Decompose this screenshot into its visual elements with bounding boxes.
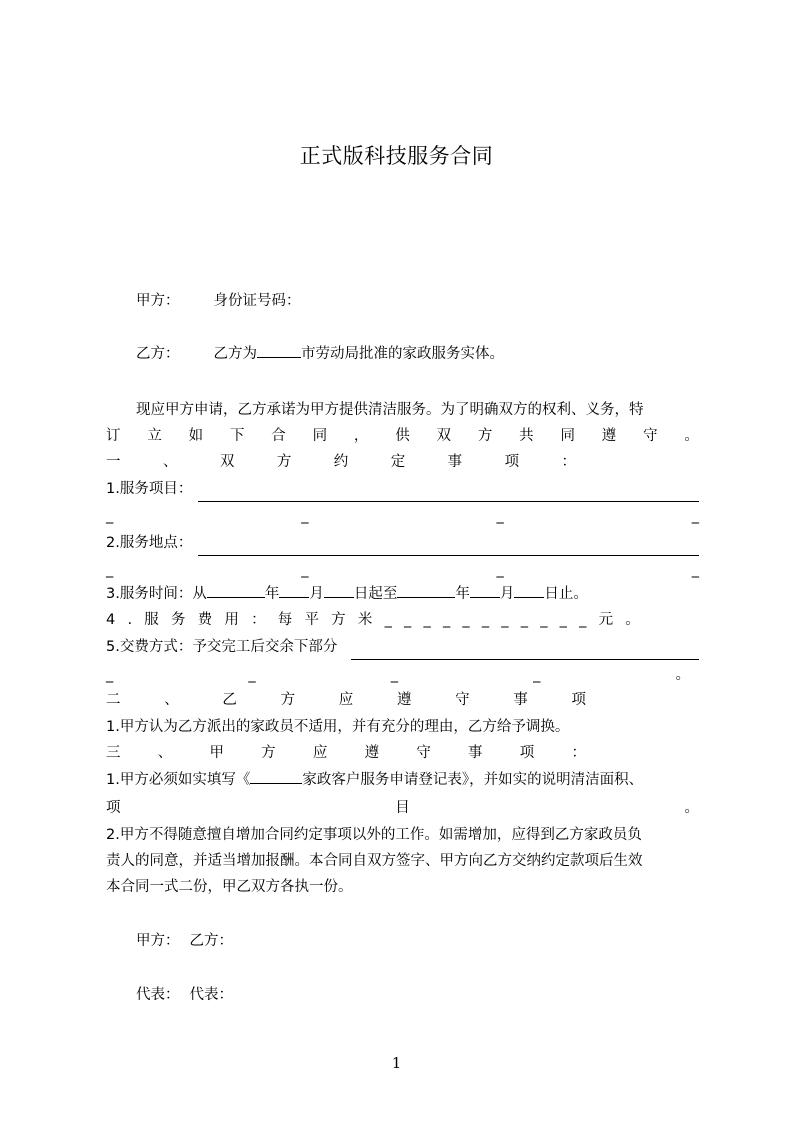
service-fee-char: _ <box>559 612 567 628</box>
signature-party-line <box>136 928 699 954</box>
section-3-heading-char: 、 <box>157 745 173 761</box>
party-a-id-label: 身份证号码： <box>213 293 301 309</box>
party-a-label: 甲方： <box>136 293 180 309</box>
payment-method-underline-char: _ <box>390 667 398 683</box>
end-day-label: 日止。 <box>544 586 588 602</box>
service-item-underline-char: _ <box>691 508 699 524</box>
service-fee-char: _ <box>520 612 528 628</box>
section-3-heading-char: 三 <box>106 745 121 761</box>
service-location-underline-char: _ <box>496 562 504 578</box>
end-month-blank[interactable] <box>470 582 500 598</box>
section-3-heading <box>106 740 586 766</box>
service-fee-char: 服 <box>144 612 159 628</box>
signature-party-a: 甲方： <box>136 933 180 949</box>
service-fee-char: 。 <box>625 612 640 628</box>
section-1-heading-char: 约 <box>333 454 349 470</box>
section-3-item-1-pre: 1.甲方必须如实填写《 <box>106 772 251 788</box>
intro-line-1: 现应甲方申请，乙方承诺为甲方提供清洁服务。为了明确双方的权利、义务，特 <box>136 402 644 418</box>
section-1-heading-char: ： <box>561 454 576 470</box>
service-location-underline-char: _ <box>301 562 309 578</box>
document-title: 正式版科技服务合同 <box>299 144 494 168</box>
service-fee-char: 用 <box>224 612 239 628</box>
service-fee-char: 务 <box>170 612 186 628</box>
service-fee-char: 费 <box>197 612 213 628</box>
intro-line-2-char: 遵 <box>601 428 617 444</box>
service-fee-char: _ <box>481 612 490 628</box>
service-fee-line <box>106 607 640 633</box>
section-1-heading-char: 双 <box>219 454 235 470</box>
service-item-continuation <box>106 503 699 529</box>
section-3-item-1-post: 家政客户服务申请登记表》，并如实的说明清洁面积、 <box>302 772 644 788</box>
representative-b: 代表： <box>189 987 233 1003</box>
section-2-heading-char: 方 <box>280 692 296 708</box>
service-item-label: 1.服务项目： <box>106 481 193 497</box>
payment-method-line <box>106 634 699 660</box>
service-location-blank[interactable] <box>198 538 699 556</box>
section-3-heading-char: 方 <box>261 745 276 761</box>
party-b-desc-pre: 乙方为 <box>213 346 257 362</box>
section-1-heading-char: 事 <box>447 454 463 470</box>
end-day-blank[interactable] <box>514 582 544 598</box>
section-2-heading-char: 、 <box>164 692 179 708</box>
signature-representative-line <box>136 982 699 1008</box>
start-year-label: 年 <box>264 586 280 602</box>
intro-line-2-char: 立 <box>147 428 162 444</box>
intro-line-2-char: 。 <box>684 428 699 444</box>
service-fee-char: _ <box>442 612 451 628</box>
service-fee-char: 平 <box>304 612 319 628</box>
intro-line-2 <box>106 423 699 449</box>
intro-line-2-char: 共 <box>519 428 534 444</box>
section-1-heading-char: 一 <box>106 454 121 470</box>
service-item-underline-char: _ <box>301 508 309 524</box>
party-a-line <box>136 288 699 314</box>
intro-line-2-char: 同 <box>312 428 328 444</box>
end-month-label: 月 <box>499 586 515 602</box>
service-fee-char: _ <box>462 612 470 628</box>
section-2-heading-char: 事 <box>513 692 528 708</box>
service-fee-char: _ <box>579 612 587 628</box>
intro-line-2-char: 双 <box>436 428 451 444</box>
payment-method-label: 5.交费方式：予交完工后交余下部分 <box>106 639 338 655</box>
section-3-item-1-line-2-char: 目 <box>395 800 410 816</box>
start-month-blank[interactable] <box>279 582 309 598</box>
service-location-underline-char: _ <box>691 562 699 578</box>
party-b-label: 乙方： <box>136 346 180 362</box>
intro-line-2-char: 守 <box>643 428 658 444</box>
section-3-heading-char: 守 <box>416 745 431 761</box>
signature-party-b: 乙方： <box>189 933 233 949</box>
registration-form-blank[interactable] <box>250 768 302 784</box>
payment-method-blank[interactable] <box>351 642 699 660</box>
service-time-pre: 3.服务时间：从 <box>106 586 207 602</box>
start-year-blank[interactable] <box>207 582 265 598</box>
section-2-heading-char: 项 <box>571 692 586 708</box>
section-3-heading-char: 事 <box>468 745 483 761</box>
section-2-heading-char: 应 <box>338 692 354 708</box>
end-year-label: 年 <box>455 586 470 602</box>
service-fee-char: 4 <box>106 612 116 628</box>
service-fee-char: _ <box>540 612 548 628</box>
start-day-blank[interactable] <box>324 582 354 598</box>
section-2-heading-char: 守 <box>455 692 470 708</box>
section-3-heading-char: 甲 <box>209 745 224 761</box>
section-3-heading-char: 应 <box>312 745 328 761</box>
service-location-continuation <box>106 557 699 583</box>
section-2-heading <box>106 687 586 713</box>
service-fee-char: ： <box>251 612 266 628</box>
section-1-heading-char: 、 <box>162 454 178 470</box>
service-fee-char: _ <box>423 612 431 628</box>
section-3-item-2-line-1: 2.甲方不得随意擅自增加合同约定事项以外的工作。如需增加，应得到乙方家政员负 <box>106 827 642 843</box>
service-fee-char: . <box>127 612 133 628</box>
section-2-heading-char: 遵 <box>396 692 412 708</box>
service-item-underline-char: _ <box>106 508 114 524</box>
service-fee-char: 每 <box>277 612 293 628</box>
service-fee-char: 方 <box>331 612 346 628</box>
section-1-heading-char: 方 <box>276 454 292 470</box>
service-item-line <box>106 476 699 502</box>
party-b-desc-post: 市劳动局批准的家政服务实体。 <box>301 346 504 362</box>
payment-method-underline-char: _ <box>248 667 256 683</box>
section-3-item-1-line-2 <box>106 795 699 821</box>
payment-method-underline-char: _ <box>533 667 541 683</box>
intro-line-2-char: 供 <box>395 428 410 444</box>
section-3-item-1-line-2-char: 项 <box>106 800 121 816</box>
payment-method-continuation <box>106 662 690 688</box>
payment-method-underline-char: _ <box>106 667 114 683</box>
representative-a: 代表： <box>136 987 180 1003</box>
section-1-heading <box>106 449 576 475</box>
intro-line-2-char: ， <box>353 428 369 444</box>
section-3-item-2-line-3: 本合同一式二份，甲乙双方各执一份。 <box>106 879 353 895</box>
service-item-underline-char: _ <box>496 508 504 524</box>
section-2-item-1: 1.甲方认为乙方派出的家政员不适用，并有充分的理由，乙方给予调换。 <box>106 719 570 735</box>
service-fee-char: _ <box>404 612 412 628</box>
section-3-heading-char: 遵 <box>364 745 380 761</box>
service-location-underline-char: _ <box>106 562 114 578</box>
section-3-item-2-line-2: 责人的同意，并适当增加报酬。本合同自双方签字、甲方向乙方交纳约定款项后生效 <box>106 853 643 869</box>
section-1-heading-char: 定 <box>390 454 406 470</box>
section-3-item-1 <box>106 767 699 793</box>
intro-line-2-char: 下 <box>229 428 245 444</box>
section-3-heading-char: ： <box>571 745 586 761</box>
service-location-label: 2.服务地点： <box>106 535 193 551</box>
end-year-blank[interactable] <box>397 582 455 598</box>
start-day-label: 日起至 <box>353 586 398 602</box>
start-month-label: 月 <box>309 586 324 602</box>
intro-line-2-char: 方 <box>477 428 493 444</box>
page-number: 1 <box>391 1054 402 1072</box>
section-2-heading-char: 二 <box>106 692 121 708</box>
service-location-line <box>106 530 699 556</box>
section-2-heading-char: 乙 <box>222 692 237 708</box>
section-3-item-1-line-2-char: 。 <box>684 800 699 816</box>
service-fee-char: _ <box>384 612 392 628</box>
party-b-line <box>136 341 699 367</box>
intro-line-2-char: 订 <box>106 428 121 444</box>
service-item-blank[interactable] <box>198 484 699 502</box>
intro-line-2-char: 同 <box>560 428 575 444</box>
section-3-heading-char: 项 <box>519 745 535 761</box>
service-time-line <box>106 581 699 607</box>
service-fee-char: 元 <box>598 612 614 628</box>
service-fee-char: 米 <box>357 612 373 628</box>
section-1-heading-char: 项 <box>504 454 520 470</box>
party-b-city-blank[interactable] <box>257 342 301 358</box>
service-fee-char: _ <box>501 612 509 628</box>
intro-line-2-char: 合 <box>271 428 286 444</box>
payment-method-underline-char: 。 <box>675 667 690 683</box>
intro-line-2-char: 如 <box>188 428 204 444</box>
